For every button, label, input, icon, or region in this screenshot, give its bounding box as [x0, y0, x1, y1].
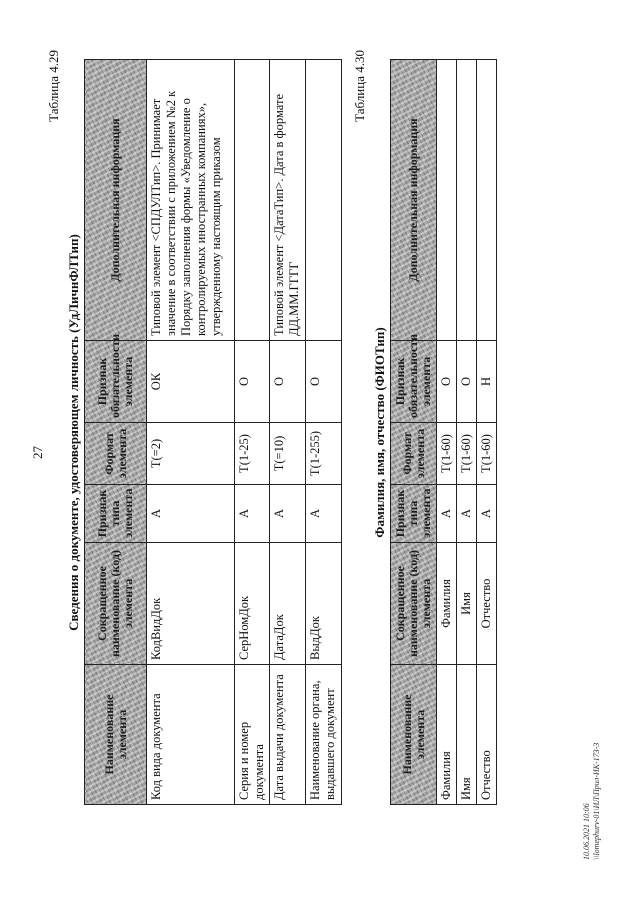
table-2-header-cell: Формат элемента [391, 423, 437, 485]
element-type-cell: А [270, 485, 306, 543]
element-code-cell: СерНомДок [235, 543, 270, 665]
table-2-title: Фамилия, имя, отчество (ФИОТип) [372, 327, 387, 538]
table-2-header-row [391, 60, 437, 805]
table-1-header-cell: Признак типа элемента [85, 485, 147, 543]
element-format-cell: T(1-60) [477, 423, 497, 485]
element-name-cell: Отчество [477, 665, 497, 805]
element-required-cell: О [437, 341, 457, 423]
element-required-cell: О [235, 341, 270, 423]
table-2-header-cell: Дополнительная информация [391, 60, 437, 341]
element-code-cell: ДатаДок [270, 543, 306, 665]
element-format-cell: T(1-60) [437, 423, 457, 485]
table-1-header-cell: Наименование элемента [85, 665, 147, 805]
element-format-cell: T(=10) [270, 423, 306, 485]
element-format-cell: T(1-25) [235, 423, 270, 485]
element-code-cell: Фамилия [437, 543, 457, 665]
element-name-cell: Наименование органа, выдавшего документ [306, 665, 342, 805]
element-name-cell: Серия и номер документа [235, 665, 270, 805]
table-2-header-cell: Признак обязательности элемента [391, 341, 437, 423]
element-info-cell [437, 60, 457, 341]
element-name-cell: Имя [457, 665, 477, 805]
element-type-cell: А [306, 485, 342, 543]
element-required-cell: О [270, 341, 306, 423]
element-info-cell [477, 60, 497, 341]
element-info-cell: Типовой элемент <ДатаТип>. Дата в формате ДД.ММ.ГГГГ [270, 60, 306, 341]
element-info-cell [306, 60, 342, 341]
element-format-cell: T(1-60) [457, 423, 477, 485]
footer-stamp-path: \\lomephurv-01\ИЛ\Прил-ИК-173-3 [592, 742, 601, 860]
table-row [147, 60, 235, 805]
table-row [457, 60, 477, 805]
table-1-header-row [85, 60, 147, 805]
element-info-cell [235, 60, 270, 341]
element-type-cell: А [147, 485, 235, 543]
footer-stamp-date: 10.06.2021 10:06 [582, 803, 591, 860]
element-code-cell: Имя [457, 543, 477, 665]
table-2-header-cell: Сокращенное наименование (код) элемента [391, 543, 437, 665]
element-type-cell: А [235, 485, 270, 543]
element-format-cell: T(=2) [147, 423, 235, 485]
element-type-cell: А [437, 485, 457, 543]
element-type-cell: А [477, 485, 497, 543]
table-2-caption: Таблица 4.30 [352, 50, 367, 122]
table-2-header-cell: Наименование элемента [391, 665, 437, 805]
page-number: 27 [30, 446, 45, 459]
table-1-caption: Таблица 4.29 [46, 50, 61, 122]
table-row [477, 60, 497, 805]
table-1-header-cell: Формат элемента [85, 423, 147, 485]
element-name-cell: Дата выдачи документа [270, 665, 306, 805]
table-2 [390, 59, 497, 805]
element-code-cell: ВыдДок [306, 543, 342, 665]
table-2-header-cell: Признак типа элемента [391, 485, 437, 543]
table-1-title: Сведения о документе, удостоверяющем личность (УдЛичнФЛТип) [66, 234, 81, 631]
element-required-cell: О [306, 341, 342, 423]
element-code-cell: КодВидДок [147, 543, 235, 665]
table-1 [84, 59, 342, 805]
element-required-cell: О [457, 341, 477, 423]
table-1-header-cell: Дополнительная информация [85, 60, 147, 341]
table-row [235, 60, 270, 805]
table-row [306, 60, 342, 805]
table-1-header-cell: Сокращенное наименование (код) элемента [85, 543, 147, 665]
element-info-cell [457, 60, 477, 341]
element-type-cell: А [457, 485, 477, 543]
table-1-header-cell: Признак обязательности элемента [85, 341, 147, 423]
element-info-cell: Типовой элемент <СПДУЛТип>. Принимает значение в соответствии с приложением №2 к Порядку заполнения формы «Уведомление о контролируемых иностранных компаниях», утвержденному настоящим приказом [147, 60, 235, 341]
footer-stamp [582, 600, 602, 860]
element-code-cell: Отчество [477, 543, 497, 665]
element-name-cell: Код вида документа [147, 665, 235, 805]
element-required-cell: Н [477, 341, 497, 423]
table-row [437, 60, 457, 805]
table-row [270, 60, 306, 805]
element-required-cell: ОК [147, 341, 235, 423]
element-format-cell: T(1-255) [306, 423, 342, 485]
element-name-cell: Фамилия [437, 665, 457, 805]
